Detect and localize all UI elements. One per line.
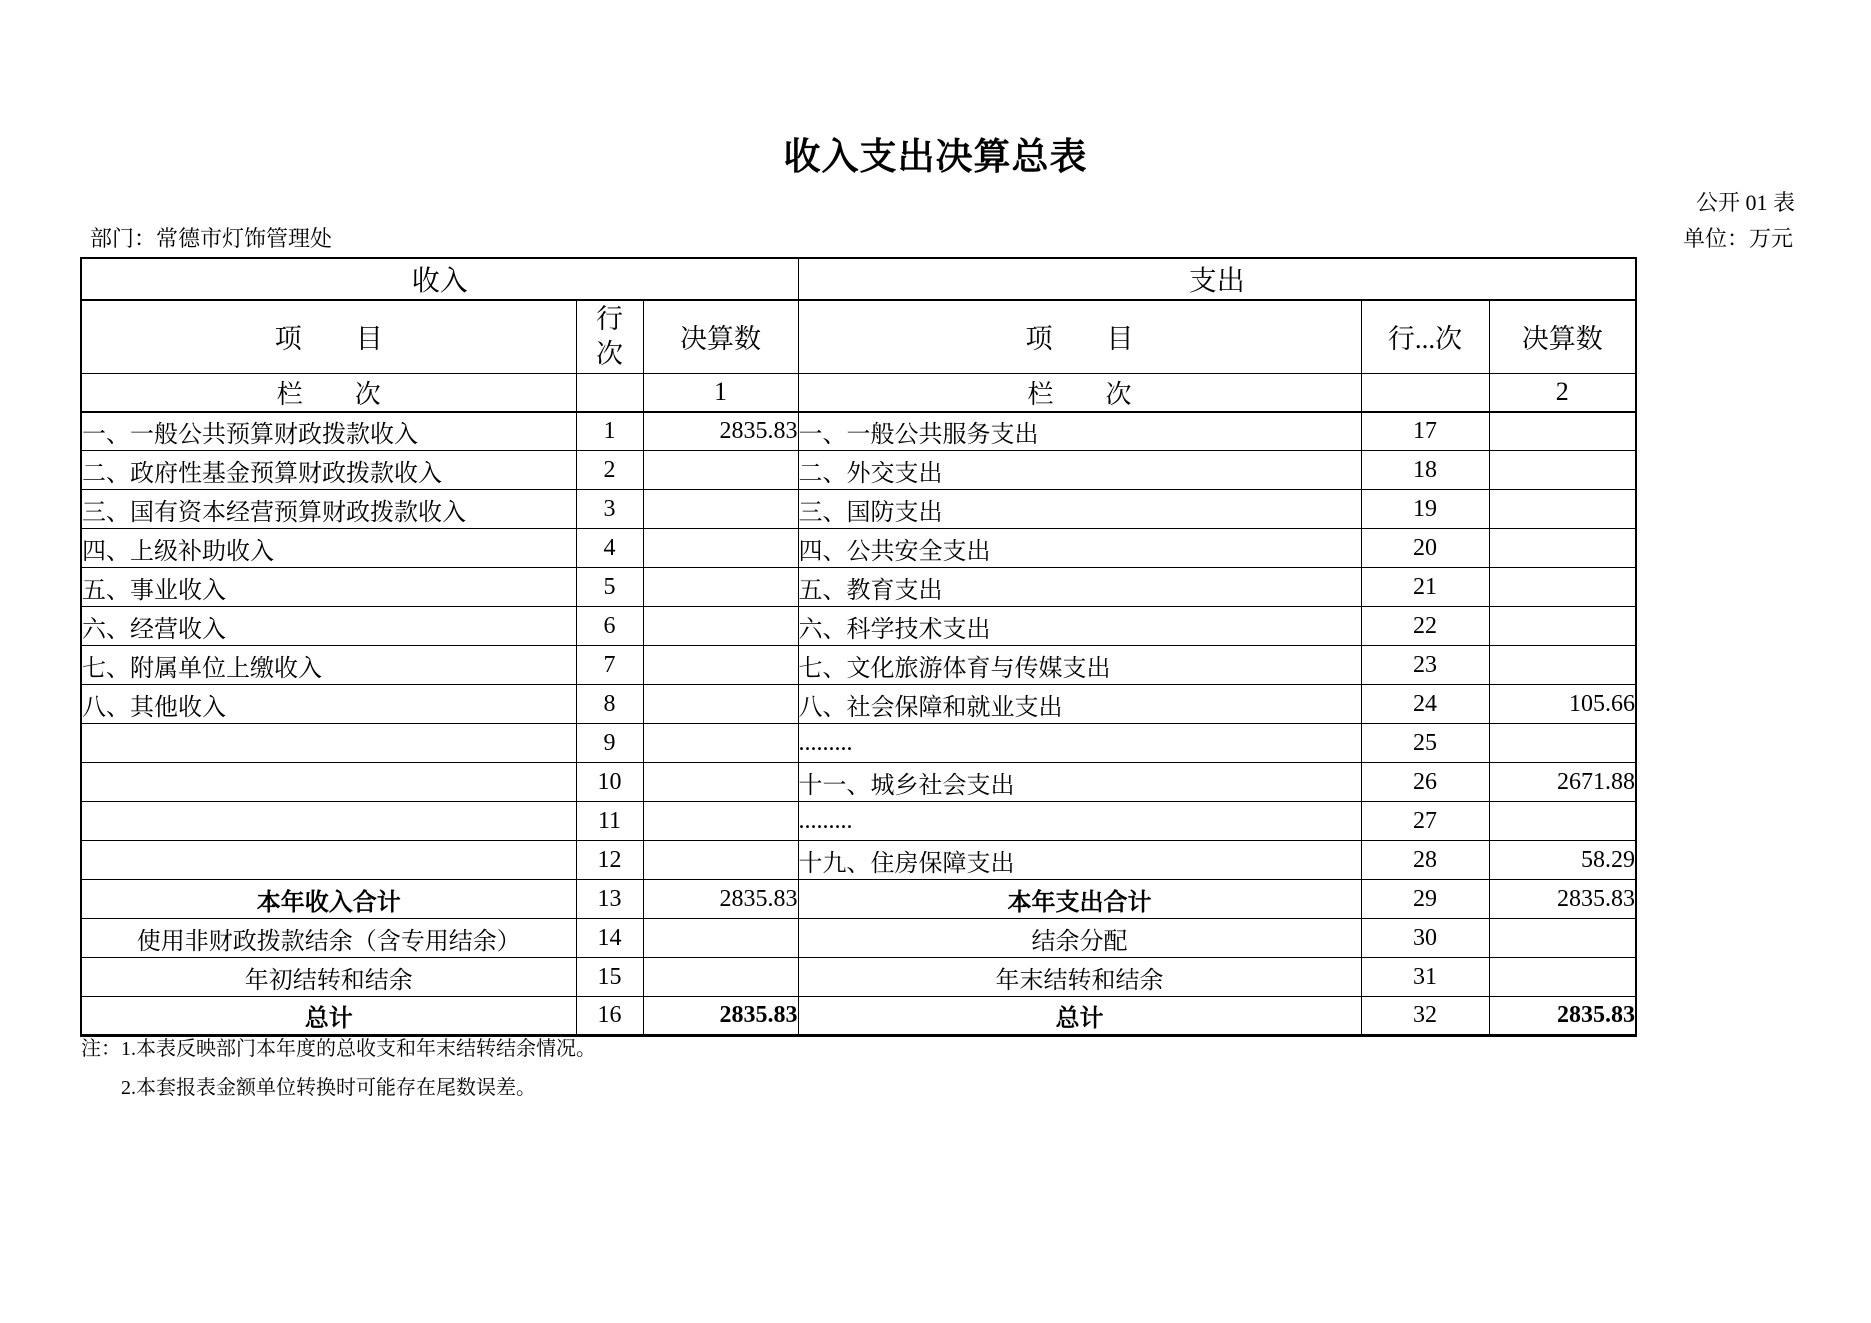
table-row [81, 841, 1636, 880]
income-col-number: 1 [643, 373, 798, 412]
income-line-number: 4 [576, 529, 643, 568]
column-number-row [81, 373, 1636, 412]
table-body [81, 412, 1636, 1036]
income-line-number: 2 [576, 451, 643, 490]
income-item-label: 使用非财政拨款结余（含专用结余） [81, 919, 576, 958]
expense-amount [1489, 412, 1636, 451]
income-item-label: 四、上级补助收入 [81, 529, 576, 568]
expense-item-label: 一、一般公共服务支出 [798, 412, 1361, 451]
income-line-col-header [576, 300, 643, 373]
expense-item-label: 总计 [798, 997, 1361, 1036]
expense-item-label: ......... [798, 802, 1361, 841]
expense-amount [1489, 568, 1636, 607]
expense-amount: 2671.88 [1489, 763, 1636, 802]
income-item-label: 总计 [81, 997, 576, 1036]
expense-line-number: 30 [1361, 919, 1489, 958]
expense-line-number: 31 [1361, 958, 1489, 997]
income-lan-line-cell [576, 373, 643, 412]
income-amount [643, 646, 798, 685]
income-section-header: 收入 [81, 258, 798, 300]
table-row [81, 607, 1636, 646]
unit-label: 单位：万元 [1682, 226, 1793, 251]
expense-item-label: 十九、住房保障支出 [798, 841, 1361, 880]
expense-item-label: 年末结转和结余 [798, 958, 1361, 997]
table-row [81, 724, 1636, 763]
income-line-col-header-text: 行次 [595, 303, 623, 369]
expense-line-number: 23 [1361, 646, 1489, 685]
expense-line-number: 20 [1361, 529, 1489, 568]
table-row [81, 880, 1636, 919]
expense-amount [1489, 490, 1636, 529]
expense-item-label: 七、文化旅游体育与传媒支出 [798, 646, 1361, 685]
table-row [81, 997, 1636, 1036]
income-amount [643, 841, 798, 880]
expense-item-label: 三、国防支出 [798, 490, 1361, 529]
income-line-number: 5 [576, 568, 643, 607]
income-amount [643, 685, 798, 724]
expense-item-label: 十一、城乡社会支出 [798, 763, 1361, 802]
expense-line-number: 25 [1361, 724, 1489, 763]
income-amount: 2835.83 [643, 997, 798, 1036]
income-item-label [81, 763, 576, 802]
expense-line-number: 28 [1361, 841, 1489, 880]
income-item-label: 二、政府性基金预算财政拨款收入 [81, 451, 576, 490]
income-amount [643, 490, 798, 529]
expense-amount [1489, 724, 1636, 763]
column-header-row [81, 300, 1636, 373]
income-item-label [81, 841, 576, 880]
income-item-label: 年初结转和结余 [81, 958, 576, 997]
expense-line-number: 27 [1361, 802, 1489, 841]
income-amount [643, 958, 798, 997]
income-amount [643, 568, 798, 607]
income-item-label: 三、国有资本经营预算财政拨款收入 [81, 490, 576, 529]
income-lan-label: 栏 次 [81, 373, 576, 412]
section-header-row [81, 258, 1636, 300]
expense-item-col-header: 项 目 [798, 300, 1361, 373]
income-line-number: 14 [576, 919, 643, 958]
income-line-number: 6 [576, 607, 643, 646]
income-amount [643, 451, 798, 490]
expense-amount [1489, 451, 1636, 490]
department-label: 部门：常德市灯饰管理处 [90, 226, 333, 251]
expense-lan-label: 栏 次 [798, 373, 1361, 412]
expense-amount [1489, 958, 1636, 997]
expense-line-number: 18 [1361, 451, 1489, 490]
footnote-2: 2.本套报表金额单位转换时可能存在尾数误差。 [121, 1077, 536, 1099]
expense-line-number: 29 [1361, 880, 1489, 919]
income-item-label: 六、经营收入 [81, 607, 576, 646]
expense-amount: 105.66 [1489, 685, 1636, 724]
table-row [81, 958, 1636, 997]
expense-item-label: 本年支出合计 [798, 880, 1361, 919]
income-item-col-header: 项 目 [81, 300, 576, 373]
expense-line-number: 22 [1361, 607, 1489, 646]
expense-item-label: 四、公共安全支出 [798, 529, 1361, 568]
income-item-label: 八、其他收入 [81, 685, 576, 724]
table-row [81, 802, 1636, 841]
footnote-1: 注：1.本表反映部门本年度的总收支和年末结转结余情况。 [81, 1038, 596, 1060]
income-line-number: 1 [576, 412, 643, 451]
income-amount [643, 607, 798, 646]
income-amount-col-header: 决算数 [643, 300, 798, 373]
expense-item-label: 结余分配 [798, 919, 1361, 958]
table-row [81, 529, 1636, 568]
income-line-number: 12 [576, 841, 643, 880]
income-amount: 2835.83 [643, 880, 798, 919]
expense-col-number: 2 [1489, 373, 1636, 412]
table-row [81, 646, 1636, 685]
income-item-label: 七、附属单位上缴收入 [81, 646, 576, 685]
expense-item-label: ......... [798, 724, 1361, 763]
income-line-number: 16 [576, 997, 643, 1036]
expense-lan-line-cell [1361, 373, 1489, 412]
income-item-label: 本年收入合计 [81, 880, 576, 919]
income-item-label [81, 724, 576, 763]
income-line-number: 7 [576, 646, 643, 685]
income-line-number: 11 [576, 802, 643, 841]
table-row [81, 763, 1636, 802]
table-row [81, 685, 1636, 724]
income-line-number: 8 [576, 685, 643, 724]
expense-item-label: 五、教育支出 [798, 568, 1361, 607]
expense-amount [1489, 919, 1636, 958]
expense-line-number: 26 [1361, 763, 1489, 802]
income-line-number: 3 [576, 490, 643, 529]
income-line-number: 10 [576, 763, 643, 802]
table-code-label: 公开 01 表 [1695, 190, 1795, 215]
expense-amount: 2835.83 [1489, 997, 1636, 1036]
income-line-number: 13 [576, 880, 643, 919]
income-item-label: 五、事业收入 [81, 568, 576, 607]
expense-line-number: 21 [1361, 568, 1489, 607]
income-amount [643, 919, 798, 958]
expense-line-number: 32 [1361, 997, 1489, 1036]
table-row [81, 490, 1636, 529]
expense-line-number: 17 [1361, 412, 1489, 451]
income-amount [643, 802, 798, 841]
income-line-number: 9 [576, 724, 643, 763]
expense-amount: 58.29 [1489, 841, 1636, 880]
table-row [81, 568, 1636, 607]
income-amount [643, 724, 798, 763]
expense-amount [1489, 529, 1636, 568]
expense-item-label: 八、社会保障和就业支出 [798, 685, 1361, 724]
expense-amount: 2835.83 [1489, 880, 1636, 919]
income-item-label [81, 802, 576, 841]
expense-section-header: 支出 [798, 258, 1636, 300]
expense-amount [1489, 646, 1636, 685]
expense-line-number: 24 [1361, 685, 1489, 724]
expense-amount [1489, 802, 1636, 841]
expense-line-col-header: 行...次 [1361, 300, 1489, 373]
page-title: 收入支出决算总表 [783, 137, 1088, 178]
expense-item-label: 二、外交支出 [798, 451, 1361, 490]
expense-item-label: 六、科学技术支出 [798, 607, 1361, 646]
income-line-number: 15 [576, 958, 643, 997]
income-item-label: 一、一般公共预算财政拨款收入 [81, 412, 576, 451]
expense-amount-col-header: 决算数 [1489, 300, 1636, 373]
expense-amount [1489, 607, 1636, 646]
table-row [81, 919, 1636, 958]
income-amount [643, 529, 798, 568]
income-amount [643, 763, 798, 802]
table-row [81, 412, 1636, 451]
income-amount: 2835.83 [643, 412, 798, 451]
budget-summary-table [80, 257, 1637, 1037]
expense-line-number: 19 [1361, 490, 1489, 529]
table-row [81, 451, 1636, 490]
